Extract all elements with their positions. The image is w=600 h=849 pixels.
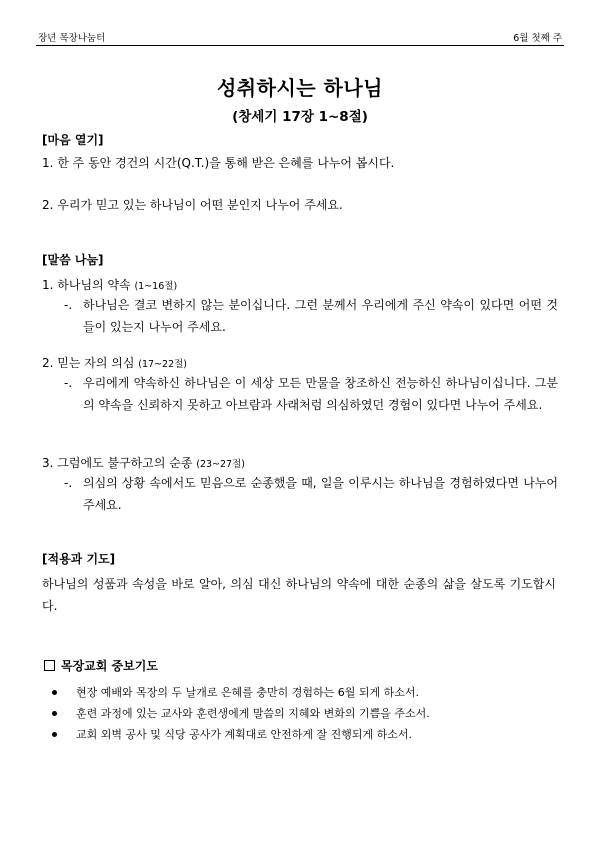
word-item-1-title [42, 277, 177, 295]
section-heading-open: [마음 열기] [42, 133, 104, 147]
section-heading-word: [말씀 나눔] [42, 253, 104, 267]
open-question-1: 1. 한 주 동안 경건의 시간(Q.T.)을 통해 받은 은혜를 나누어 봅시다. [42, 156, 395, 170]
word-item-1-text: 하나님은 결코 변하지 않는 분이십니다. 그런 분께서 우리에게 주신 약속이 있다면 어떤 것들이 있는지 나누어 주세요. [83, 298, 558, 334]
prayer-item-text: 훈련 과정에 있는 교사와 훈련생에게 말씀의 지혜와 변화의 기쁨을 주소서. [76, 707, 430, 720]
word-item-3-question [64, 472, 558, 516]
word-item-2-range: (17~22절) [138, 359, 188, 370]
word-item-1-label: 1. 하나님의 약속 [42, 278, 131, 292]
prayer-item-text: 현장 예배와 목장의 두 날개로 은혜를 충만히 경험하는 6월 되게 하소서. [76, 686, 419, 699]
word-item-3-label: 3. 그럼에도 불구하고의 순종 [42, 456, 193, 470]
list-item [52, 705, 430, 726]
word-item-3-range: (23~27절) [196, 459, 245, 470]
prayer-item-text: 교회 외벽 공사 및 식당 공사가 계획대로 안전하게 잘 진행되게 하소서. [76, 728, 412, 741]
checkbox-square-icon [44, 660, 55, 671]
word-item-3-text: 의심의 상황 속에서도 믿음으로 순종했을 때, 일을 이루시는 하나님을 경험하였다면 나누어 주세요. [83, 476, 558, 512]
open-question-2: 2. 우리가 믿고 있는 하나님이 어떤 분인지 나누어 주세요. [42, 198, 343, 212]
list-item [52, 726, 430, 747]
bullet-icon [52, 690, 57, 695]
header-group-name: 장년 목장나눔터 [38, 33, 106, 44]
word-item-2-label: 2. 믿는 자의 의심 [42, 356, 135, 370]
word-item-2-title [42, 355, 187, 373]
apply-text: 하나님의 성품과 속성을 바로 알아, 의심 대신 하나님의 약속에 대한 순종의 삶을 살도록 기도합시다. [42, 577, 556, 613]
title-block [0, 72, 600, 125]
page-header [36, 27, 564, 46]
header-week: 6월 첫째 주 [513, 33, 562, 44]
bullet-icon [52, 732, 57, 737]
word-item-2-question [64, 372, 558, 416]
prayer-heading [44, 657, 158, 674]
page-subtitle: (창세기 17장 1~8절) [232, 109, 368, 125]
prayer-list [52, 684, 430, 747]
dash-marker: -. [64, 376, 73, 390]
dash-marker: -. [64, 298, 73, 312]
section-heading-apply: [적용과 기도] [42, 552, 116, 566]
dash-marker: -. [64, 476, 73, 490]
word-item-3-title [42, 455, 245, 473]
list-item [52, 684, 430, 705]
word-item-1-question [64, 294, 558, 338]
bullet-icon [52, 711, 57, 716]
word-item-2-text: 우리에게 약속하신 하나님은 이 세상 모든 만물을 창조하신 전능하신 하나님이십니다. 그분의 약속을 신뢰하지 못하고 아브람과 사래처럼 의심하였던 경험이 있다면 나누어 주세요. [83, 376, 558, 412]
word-item-1-range: (1~16절) [134, 281, 178, 292]
prayer-heading-label: 목장교회 중보기도 [61, 659, 158, 673]
page-title: 성취하시는 하나님 [216, 76, 384, 100]
